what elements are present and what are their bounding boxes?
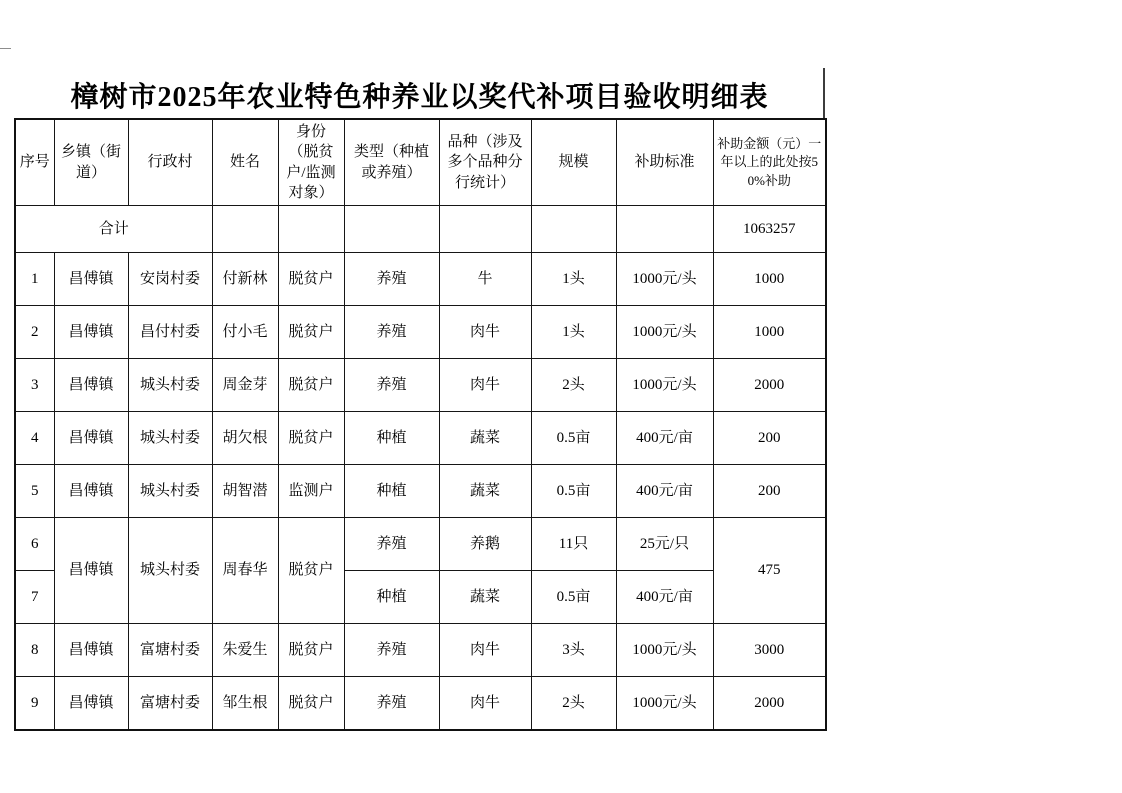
cell-no: 9	[15, 677, 54, 730]
cell-amount: 475	[713, 518, 826, 624]
cell-name: 付小毛	[212, 306, 278, 359]
cell-breed: 牛	[439, 253, 531, 306]
data-row	[15, 465, 826, 518]
cell-type: 养殖	[344, 624, 439, 677]
cell-identity: 脱贫户	[278, 306, 344, 359]
cell-village: 城头村委	[128, 412, 212, 465]
cell-no: 3	[15, 359, 54, 412]
cell-village: 城头村委	[128, 359, 212, 412]
total-empty-cell	[531, 206, 616, 253]
cell-breed: 蔬菜	[439, 465, 531, 518]
cell-scale: 3头	[531, 624, 616, 677]
data-row	[15, 253, 826, 306]
total-empty-cell	[439, 206, 531, 253]
cell-type: 养殖	[344, 518, 439, 571]
cell-scale: 0.5亩	[531, 412, 616, 465]
cell-amount: 200	[713, 412, 826, 465]
cell-scale: 11只	[531, 518, 616, 571]
total-empty-cell	[344, 206, 439, 253]
cell-no: 6	[15, 518, 54, 571]
cell-breed: 蔬菜	[439, 412, 531, 465]
page-break-tick	[0, 48, 11, 49]
cell-scale: 2头	[531, 359, 616, 412]
cell-scale: 1头	[531, 306, 616, 359]
cell-village: 富塘村委	[128, 677, 212, 730]
cell-identity: 脱贫户	[278, 518, 344, 624]
cell-type: 种植	[344, 412, 439, 465]
cell-no: 8	[15, 624, 54, 677]
header-seq: 序号	[15, 119, 54, 206]
header-standard: 补助标准	[616, 119, 713, 206]
page-title: 樟树市2025年农业特色种养业以奖代补项目验收明细表	[70, 82, 769, 113]
cell-breed: 蔬菜	[439, 571, 531, 624]
cell-breed: 肉牛	[439, 359, 531, 412]
total-empty-cell	[278, 206, 344, 253]
cell-standard: 1000元/头	[616, 306, 713, 359]
cell-amount: 200	[713, 465, 826, 518]
cell-no: 5	[15, 465, 54, 518]
cell-village: 安岗村委	[128, 253, 212, 306]
cell-standard: 400元/亩	[616, 412, 713, 465]
subsidy-table	[14, 118, 827, 731]
cell-town: 昌傅镇	[54, 677, 128, 730]
cell-standard: 1000元/头	[616, 253, 713, 306]
cell-standard: 1000元/头	[616, 359, 713, 412]
cell-name: 朱爱生	[212, 624, 278, 677]
data-row	[15, 624, 826, 677]
cell-name: 胡智潜	[212, 465, 278, 518]
header-village: 行政村	[128, 119, 212, 206]
cell-breed: 肉牛	[439, 624, 531, 677]
data-row	[15, 306, 826, 359]
cell-standard: 400元/亩	[616, 571, 713, 624]
cell-amount: 2000	[713, 677, 826, 730]
header-type: 类型（种植或养殖）	[344, 119, 439, 206]
cell-type: 种植	[344, 465, 439, 518]
cell-amount: 1000	[713, 253, 826, 306]
cell-name: 付新林	[212, 253, 278, 306]
data-row	[15, 359, 826, 412]
cell-town: 昌傅镇	[54, 306, 128, 359]
cell-scale: 0.5亩	[531, 465, 616, 518]
cell-no: 7	[15, 571, 54, 624]
cell-town: 昌傅镇	[54, 412, 128, 465]
cell-no: 2	[15, 306, 54, 359]
cell-standard: 400元/亩	[616, 465, 713, 518]
cell-village: 富塘村委	[128, 624, 212, 677]
cell-type: 养殖	[344, 253, 439, 306]
cell-scale: 2头	[531, 677, 616, 730]
cell-scale: 0.5亩	[531, 571, 616, 624]
total-label: 合计	[15, 206, 212, 253]
header-amount: 补助金额（元）一年以上的此处按50%补助	[713, 119, 826, 206]
cell-village: 昌付村委	[128, 306, 212, 359]
header-identity: 身份（脱贫户/监测对象）	[278, 119, 344, 206]
cell-type: 种植	[344, 571, 439, 624]
cell-identity: 脱贫户	[278, 359, 344, 412]
cell-breed: 养鹅	[439, 518, 531, 571]
cell-identity: 脱贫户	[278, 677, 344, 730]
header-row	[15, 119, 826, 206]
header-scale: 规模	[531, 119, 616, 206]
cell-name: 邹生根	[212, 677, 278, 730]
cell-identity: 脱贫户	[278, 253, 344, 306]
cell-town: 昌傅镇	[54, 253, 128, 306]
cell-town: 昌傅镇	[54, 518, 128, 624]
cell-identity: 脱贫户	[278, 412, 344, 465]
header-name: 姓名	[212, 119, 278, 206]
cell-no: 1	[15, 253, 54, 306]
header-breed: 品种（涉及多个品种分行统计）	[439, 119, 531, 206]
cell-village: 城头村委	[128, 465, 212, 518]
data-row	[15, 677, 826, 730]
cell-identity: 监测户	[278, 465, 344, 518]
cell-type: 养殖	[344, 306, 439, 359]
total-empty-cell	[616, 206, 713, 253]
cell-name: 周春华	[212, 518, 278, 624]
cell-town: 昌傅镇	[54, 624, 128, 677]
cell-identity: 脱贫户	[278, 624, 344, 677]
cell-amount: 1000	[713, 306, 826, 359]
cell-breed: 肉牛	[439, 306, 531, 359]
cell-village: 城头村委	[128, 518, 212, 624]
cell-type: 养殖	[344, 359, 439, 412]
cell-standard: 25元/只	[616, 518, 713, 571]
total-row	[15, 206, 826, 253]
cell-scale: 1头	[531, 253, 616, 306]
cell-name: 周金芽	[212, 359, 278, 412]
cell-no: 4	[15, 412, 54, 465]
cell-standard: 1000元/头	[616, 624, 713, 677]
cell-name: 胡欠根	[212, 412, 278, 465]
total-empty-cell	[212, 206, 278, 253]
data-row-merged-top	[15, 518, 826, 571]
header-town: 乡镇（街道）	[54, 119, 128, 206]
cell-town: 昌傅镇	[54, 465, 128, 518]
total-amount: 1063257	[713, 206, 826, 253]
cell-breed: 肉牛	[439, 677, 531, 730]
cell-type: 养殖	[344, 677, 439, 730]
data-row	[15, 412, 826, 465]
cell-amount: 3000	[713, 624, 826, 677]
cell-town: 昌傅镇	[54, 359, 128, 412]
cell-amount: 2000	[713, 359, 826, 412]
cell-standard: 1000元/头	[616, 677, 713, 730]
